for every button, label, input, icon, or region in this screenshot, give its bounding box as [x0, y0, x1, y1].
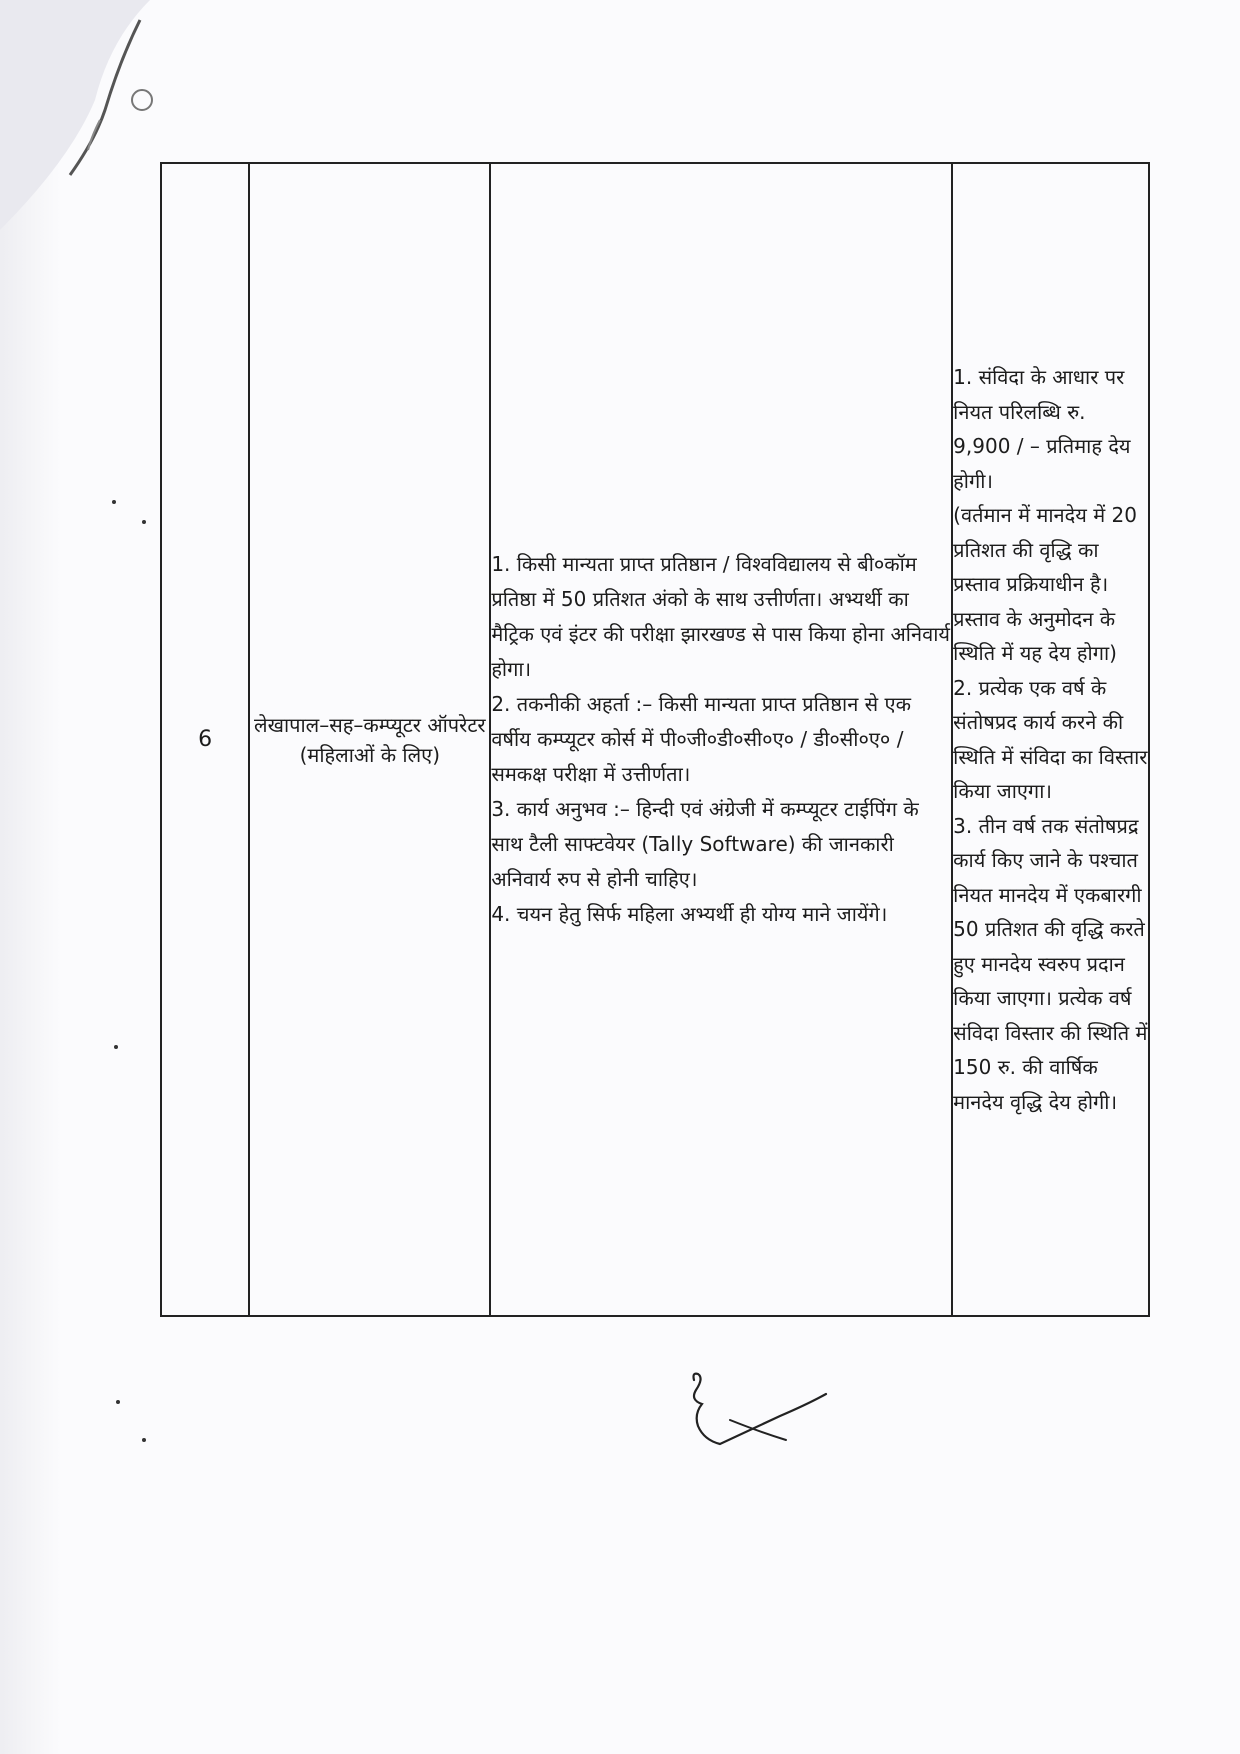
qualification-item: 3. कार्य अनुभव :– हिन्दी एवं अंग्रेजी में कम्प्यूटर टाईपिंग के साथ टैली साफ्टवेयर (Tally Software) की जानकारी अनिवार्य रुप से होनी चाहिए।	[491, 797, 919, 891]
serial-number-cell: 6	[161, 163, 249, 1316]
remuneration-item: 2. प्रत्येक एक वर्ष के संतोषप्रद कार्य करने की स्थिति में संविदा का विस्तार किया जाएगा।	[953, 675, 1148, 803]
scan-speck	[142, 520, 146, 524]
remuneration-cell	[952, 163, 1149, 1316]
remuneration-item: 1. संविदा के आधार पर नियत परिलब्धि रु. 9,900 / – प्रतिमाह देय होगी।	[953, 365, 1131, 493]
scan-speck	[142, 1438, 146, 1442]
post-name-cell: लेखापाल–सह–कम्प्यूटर ऑपरेटर (महिलाओं के लिए)	[249, 163, 490, 1316]
scan-speck	[112, 500, 116, 504]
scan-speck	[114, 1045, 118, 1049]
handwritten-signature	[690, 1370, 830, 1460]
qualification-item: 1. किसी मान्यता प्राप्त प्रतिष्ठान / विश्वविद्यालय से बी०कॉम प्रतिष्ठा में 50 प्रतिशत अंको के साथ उत्तीर्णता। अभ्यर्थी का मैट्रिक एवं इंटर की परीक्षा झारखण्ड से पास किया होना अनिवार्य होगा।	[491, 552, 950, 681]
scan-speck	[116, 1400, 120, 1404]
scan-edge-shadow	[0, 0, 60, 1754]
remuneration-item: (वर्तमान में मानदेय में 20 प्रतिशत की वृद्धि का प्रस्ताव प्रक्रियाधीन है। प्रस्ताव के अनुमोदन के स्थिति में यह देय होगा)	[953, 503, 1137, 665]
qualification-item: 2. तकनीकी अहर्ता :– किसी मान्यता प्राप्त प्रतिष्ठान से एक वर्षीय कम्प्यूटर कोर्स में पी०जी०डी०सी०ए० / डी०सी०ए० / समकक्ष परीक्षा में उत्तीर्णता।	[491, 692, 911, 786]
qualification-item: 4. चयन हेतु सिर्फ महिला अभ्यर्थी ही योग्य माने जायेंगे।	[491, 902, 888, 926]
remuneration-item: 3. तीन वर्ष तक संतोषप्रद्र कार्य किए जाने के पश्चात नियत मानदेय में एकबारगी 50 प्रतिशत की वृद्धि करते हुए मानदेय स्वरुप प्रदान किया जाएगा। प्रत्येक वर्ष संविदा विस्तार की स्थिति में 150 रु. की वार्षिक मानदेय वृद्धि देय होगी।	[953, 813, 1148, 1114]
recruitment-table	[160, 162, 1150, 1317]
qualification-cell	[490, 163, 952, 1316]
table-row	[161, 163, 1149, 1316]
